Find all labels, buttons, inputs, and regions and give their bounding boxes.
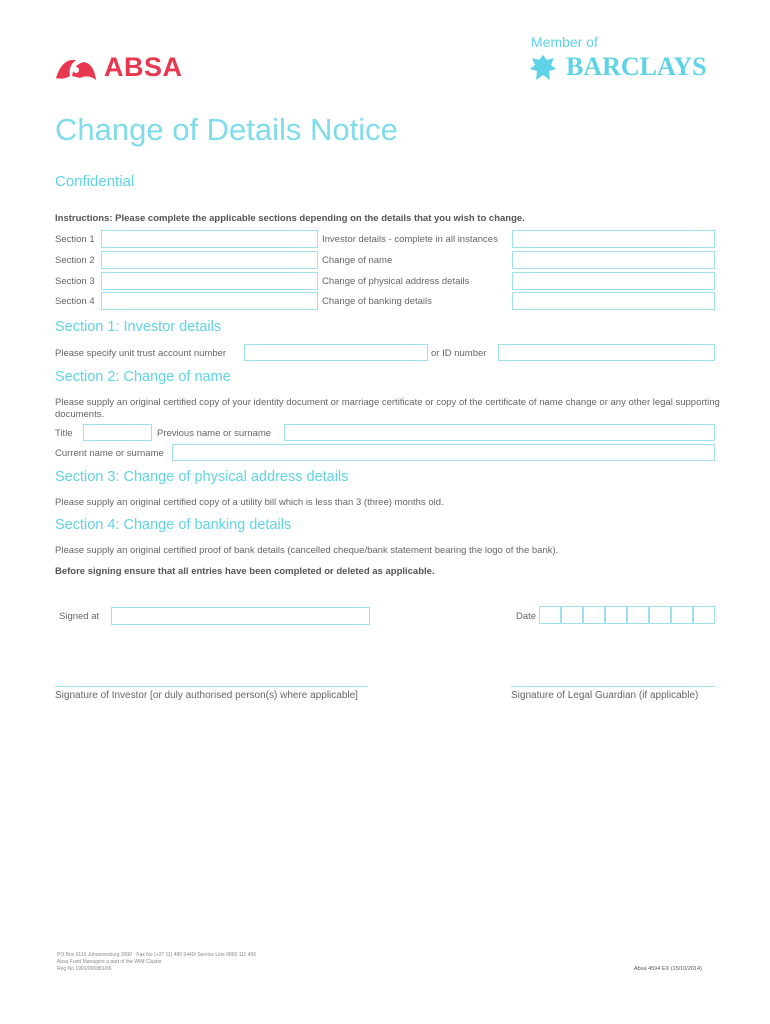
current-name-input[interactable] (172, 444, 715, 461)
date-label: Date (516, 611, 537, 622)
confidential-label: Confidential (55, 173, 135, 190)
account-number-input[interactable] (244, 344, 428, 361)
section-3-check[interactable] (512, 272, 715, 290)
account-number-label: Please specify unit trust account number (55, 348, 227, 359)
section-row-description: Change of physical address details (322, 276, 470, 287)
section-1-field[interactable] (101, 230, 318, 248)
before-signing-note: Before signing ensure that all entries have been completed or deleted as applicable. (55, 566, 435, 577)
date-digit-box[interactable] (583, 606, 605, 624)
absa-logo (54, 52, 214, 82)
section-row-label: Section 1 (55, 234, 95, 245)
footer-reg-number: Reg No 1991/000881/06 (57, 966, 112, 972)
title-input[interactable] (83, 424, 152, 441)
section-row-description: Change of banking details (322, 296, 432, 307)
member-of-label: Member of (531, 34, 598, 50)
investor-signature-line[interactable] (55, 686, 368, 687)
section-4-check[interactable] (512, 292, 715, 310)
signed-at-label: Signed at (59, 611, 100, 622)
footer-cluster: Absa Fund Managers a part of the WIM Cluster (57, 959, 162, 965)
id-number-input[interactable] (498, 344, 715, 361)
guardian-signature-label: Signature of Legal Guardian (if applicable) (511, 690, 699, 701)
guardian-signature-line[interactable] (511, 686, 715, 687)
section-2-field[interactable] (101, 251, 318, 269)
date-digit-box[interactable] (671, 606, 693, 624)
previous-name-input[interactable] (284, 424, 715, 441)
current-name-label: Current name or surname (55, 448, 164, 459)
date-digit-box[interactable] (539, 606, 561, 624)
page-title: Change of Details Notice (55, 112, 398, 147)
section-row-label: Section 4 (55, 296, 95, 307)
section-3-field[interactable] (101, 272, 318, 290)
title-label: Title (55, 428, 73, 439)
date-digit-box[interactable] (627, 606, 649, 624)
section-2-check[interactable] (512, 251, 715, 269)
id-number-label: or ID number (431, 348, 487, 359)
section-3-instructions: Please supply an original certified copy of a utility bill which is less than 3 (three) months old. (55, 497, 444, 508)
footer-address: PO Box 6115 Johannesburg 2000 · Fax No (+27 11) 480 5440/ Service Line 0860 111 456 (57, 952, 257, 958)
investor-signature-label: Signature of Investor [or duly authorised person(s) where applicable] (55, 690, 358, 701)
section-2-instructions: Please supply an original certified copy of your identity document or marriage certificate or copy of the certificate of name change or any other legal supporting documents. (55, 397, 720, 420)
section-row-description: Change of name (322, 255, 393, 266)
absa-symbol-icon (54, 54, 98, 82)
section-4-instructions: Please supply an original certified proof of bank details (cancelled cheque/bank statement bearing the logo of the bank). (55, 545, 559, 556)
section-4-field[interactable] (101, 292, 318, 310)
footer-form-code: Absa 4594 EX (15/10/2014) (634, 966, 702, 972)
section-3-heading: Section 3: Change of physical address details (55, 469, 349, 485)
signed-at-input[interactable] (111, 607, 370, 625)
eagle-icon (528, 52, 558, 84)
date-digit-box[interactable] (605, 606, 627, 624)
barclays-wordmark: BARCLAYS (566, 52, 707, 81)
section-1-check[interactable] (512, 230, 715, 248)
date-digit-box[interactable] (693, 606, 715, 624)
date-digit-box[interactable] (649, 606, 671, 624)
barclays-logo (528, 52, 718, 86)
section-2-heading: Section 2: Change of name (55, 369, 231, 385)
section-4-heading: Section 4: Change of banking details (55, 517, 292, 533)
previous-name-label: Previous name or surname (157, 428, 272, 439)
section-row-label: Section 2 (55, 255, 95, 266)
section-row-description: Investor details - complete in all instances (322, 234, 498, 245)
absa-wordmark: ABSA (104, 52, 183, 82)
instructions: Instructions: Please complete the applicable sections depending on the details that you wish to change. (55, 213, 525, 224)
section-1-heading: Section 1: Investor details (55, 319, 222, 335)
date-digit-box[interactable] (561, 606, 583, 624)
section-row-label: Section 3 (55, 276, 95, 287)
